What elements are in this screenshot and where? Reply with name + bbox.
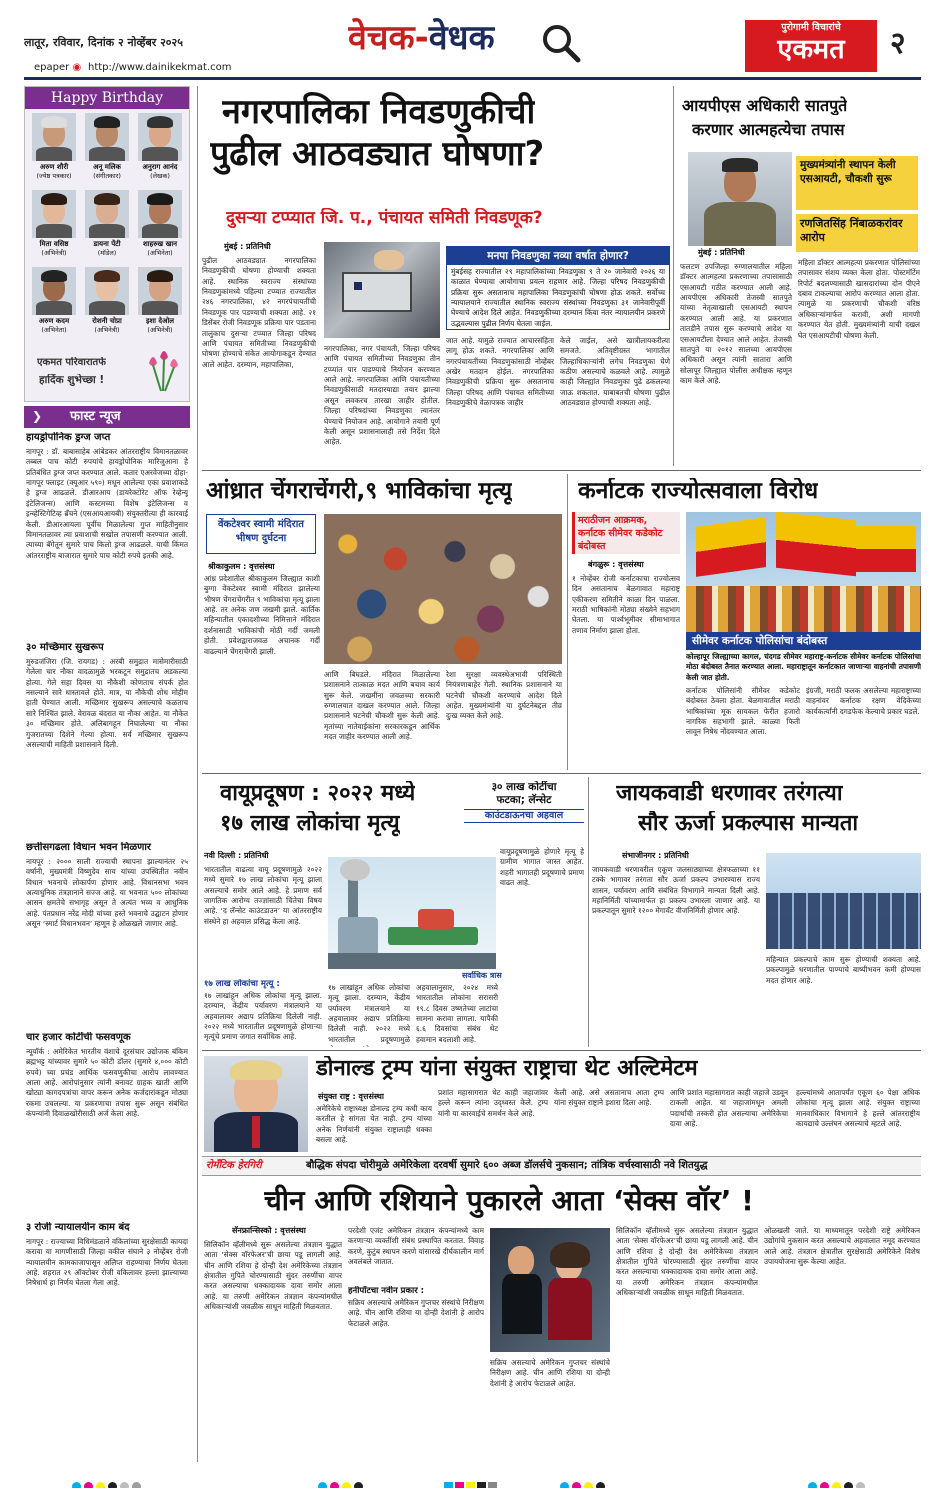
birthday-name: अनू मलिक (93, 163, 121, 171)
pollution-headline-1: वायूप्रदूषण : २०२२ मध्ये (220, 781, 416, 806)
lead-box-title: मनपा निवडणुका नव्या वर्षात होणार? (447, 247, 669, 265)
birthday-name: अरुण कदम (38, 317, 70, 325)
ticker-bar (202, 1156, 921, 1176)
birthday-wish-1: एकमत परिवारातर्फे (37, 357, 106, 368)
lead-box-text: मुंबईसह राज्यातील २९ महापालिकांच्या निवडणुका ९ ते २० जानेवारी २०२६ या काळात घेण्याचा आयोगाचा प्रयत्न राहणार आहे. जिल्हा परिषद निवडणुकीची प्रक्रिया सुरू असतानाच महापालिका निवडणुकांची घोषणा होऊ शकते. सर्वोच्च न्यायालयाने राज्यातील स्थानिक स्वराज्य संस्थांच्या निवडणुका ३१ जानेवारीपूर्वी घेण्याचे आदेश दिले आहेत. निवडणुकीच्या दरम्यान किंवा नंतर न्यायालयीन प्रकरणे उद्भवल्यास पुढील निर्णय घेतला जाईल. (451, 267, 665, 328)
mid-rule (202, 773, 921, 774)
avatar (85, 190, 129, 238)
andhra-col-3: रेशा सुरक्षा व्यवस्थेअभावी परिस्थिती नियंत्रणाबाहेर गेली. स्थानिक प्रशासनाने या घटनेची चौकशी करण्याचे आदेश दिले आहेत. मुख्यमंत्र्यांनी या दुर्घटनेबद्दल तीव्र दुःख व्यक्त केले आहे. (446, 670, 562, 721)
ips-story (678, 86, 921, 466)
fast-news-headline: हायड्रोपोनिक ड्रग्ज जप्त (26, 432, 111, 443)
birthday-person (82, 190, 132, 265)
brand-tagline: पुरोगामी विचारांचे (781, 22, 841, 33)
trump-col-2: प्रशांत महासागरात थेट काही जहाजांवर हल्ले करून त्यांना उद्ध्वस्त केले. ट्रम्प यांनी या कारवाईचे समर्थन केले आहे. (438, 1088, 548, 1118)
lead-byline: मुंबई : प्रतिनिधी (224, 242, 271, 251)
birthday-role: (अभिनेता) (41, 326, 67, 334)
ticker-text: बौद्धिक संपदा चोरीमुळे अमेरिकेला दरवर्षी सुमारे ६०० अब्ज डॉलर्सचे नुकसान; तांत्रिक वर्चस्वासाठी नवे शितयुद्ध (306, 1160, 708, 1171)
andhra-col-1: आंध्र प्रदेशातील श्रीकाकुलम जिल्ह्यात काशी बुग्गा वेंकटेश्वर स्वामी मंदिरात झालेल्या भीषण चेंगराचेंगरीत ९ भाविकांचा मृत्यू झाला आहे. तर अनेक जण जखमी झाले. कार्तिक महिन्यातील एकादशीच्या निमित्ताने मंदिरात दर्शनासाठी भाविकांची मोठी गर्दी जमली होती. प्रवेशद्वाराजवळ अचानक गर्दी वाढल्याने चेंगराचेंगरी झाली. (204, 574, 320, 656)
birthday-name: रोशनी चोप्रा (92, 317, 122, 325)
page-number: २ (890, 26, 906, 61)
karnataka-story (572, 474, 921, 770)
jayakwadi-headline-2: सौर ऊर्जा प्रकल्पास मान्यता (638, 811, 859, 836)
birthday-name: अनुराग आनंद (142, 163, 178, 171)
avatar (32, 267, 76, 315)
avatar (85, 267, 129, 315)
registration-dots-right (560, 1476, 640, 1488)
ips-col-2: महिला डॉक्टर आत्महत्या प्रकरणात पोलिसांच्या तपासावर संशय व्यक्त केला होता. पोस्टमॉर्टेम रिपोर्ट बदलण्यासाठी खासदारांच्या दोन पीएने दबाव टाकल्याचा आरोप करण्यात आला होता. त्यामुळे या प्रकरणाची चौकशी वरिष्ठ अधिकाऱ्यांमार्फत करावी, अशी मागणी करण्यात येत होती. मुख्यमंत्र्यांनी याची दखल घेत एसआयटीची घोषणा केली. (798, 258, 920, 340)
birthday-person (82, 267, 132, 341)
pollution-col-1b: १७ लाखांहून अधिक लोकांचा मृत्यू झाला. दरम्यान, केंद्रीय पर्यावरण मंत्रालयाने या अहवालावर अद्याप प्रतिक्रिया दिलेली नाही. २०२२ मध्ये भारतातील प्रदूषणामुळे होणाऱ्या मृत्यूंचे प्रमाण जगात सर्वाधिक आहे. (204, 991, 322, 1042)
birthday-wish-2: हार्दिक शुभेच्छा ! (39, 374, 105, 386)
sexwar-col-3: सक्रिय असल्याचे अमेरिकन गुप्तचर संस्थांचे निरीक्षण आहे. चीन आणि रशिया या दोन्ही देशांनी हे आरोप फेटाळले आहेत. (490, 1358, 610, 1388)
trump-col-3: केली आहे. असे असतानाच आता ट्रम्प यांना संयुक्त राष्ट्राने इशारा दिला आहे. (554, 1088, 664, 1108)
andhra-tag: वेंकटेश्वर स्वामी मंदिरात भीषण दुर्घटना (206, 514, 316, 554)
andhra-headline: आंध्रात चेंगराचेंगरी,९ भाविकांचा मृत्यू (206, 478, 513, 504)
lead-subhead: दुसऱ्या टप्प्यात जि. प., पंचायत समिती निवडणूक? (226, 208, 543, 228)
sexwar-subhead: हनीपॉटचा नवीन प्रकार : (348, 1286, 425, 1296)
brand-block (745, 20, 877, 72)
birthday-name: शाहरुख खान (142, 240, 178, 248)
pollution-box-2: फटका; लॅन्सेट (496, 793, 552, 806)
chevron-down-icon: ❯ (32, 409, 43, 423)
masthead (0, 0, 945, 80)
trump-col-1: अमेरिकेचे राष्ट्राध्यक्ष डोनाल्ड ट्रम्प कधी काय करतील हे सांगता येत नाही. ट्रम्प यांच्या अनेक निर्णयांनी संयुक्त राष्ट्रालाही धक्का बसला आहे. (316, 1104, 432, 1145)
sexwar-byline: सॅनफ्रान्सिस्को : वृत्तसंस्था (232, 1226, 306, 1235)
pollution-story (202, 777, 585, 1047)
pollution-infographic (328, 857, 496, 969)
birthday-grid (29, 113, 187, 341)
andhra-karnataka-divider (567, 474, 568, 770)
lead-col-2: नगरपालिका, नगर पंचायती, जिल्हा परिषद आणि पंचायत समितीच्या निवडणुका तीन टप्प्यांत पार पाडण्याचे नियोजन करण्यात आले आहे. नगरपालिका आणि पंचायतीच्या निवडणुकीसाठी मतदारयाद्या तयार झाल्या असून लवकरच तारखा जाहीर होतील. जिल्हा परिषदांच्या निवडणुका त्यानंतर घेण्याचे नियोजन आहे. आयोगाने तयारी पूर्ण केली असून प्रशासनालाही तसे निर्देश दिले आहेत. (324, 344, 440, 447)
tulip-icon (143, 349, 183, 395)
sexwar-col-2: परदेशी एजंट अमेरिकन तंत्रज्ञान कंपन्यांमध्ये काम करणाऱ्या व्यक्तींशी संबंध प्रस्थापित करतात. विवाह करणे, कुटुंब स्थापन करणे यांसारखे दीर्घकालीन मार्ग अवलंबले जातात. (348, 1226, 484, 1267)
karnataka-caption-text: कोल्हापूर जिल्ह्याच्या कागल, चंदगड सीमेवर महाराष्ट्र-कर्नाटक सीमेवर कर्नाटक पोलिसांचा मोठा बंदोबस्त तैनात करण्यात आला. महाराष्ट्रातून कर्नाटकात जाणाऱ्या वाहनांची तपासणी केली जात होती. (686, 652, 921, 682)
officer-photo (688, 152, 792, 246)
sidebar-divider (197, 86, 198, 1462)
andhra-story (202, 474, 564, 770)
avatar (85, 113, 129, 161)
karnataka-col-1: १ नोव्हेंबर रोजी कर्नाटकाचा राज्योत्सव दिन असतानाच बेळगावात महाराष्ट्र एकीकरण समितीने काळा दिन पाळला. मराठी भाषिकांनी मोठ्या संख्येने सहभाग घेतला. या पार्श्वभूमीवर सीमाभागात तणाव निर्माण झाला होता. (572, 574, 680, 635)
karnataka-col-2: कर्नाटक पोलिसांनी सीमेवर कडेकोट बंदोबस्त ठेवला होता. बेळगावातील मराठी भाषिकांच्या मूक सायकल फेरीत हजारो नागरिक सहभागी झाले. काळ्या फिती लावून निषेध नोंदवण्यात आला. (686, 686, 800, 737)
lead-col-4: केले जाईल, असे खात्रीलायकरीत्या समजते. अतिवृष्टीग्रस्त भागातील जिल्हाधिकाऱ्यांनी लगेच निवडणुका घेणे कठीण असल्याचे कळवले आहे. त्यामुळे काही जिल्ह्यांत निवडणुका पुढे ढकलल्या जाऊ शकतात. याबाबतची घोषणा पुढील आठवड्यात होण्याची शक्यता आहे. (560, 336, 670, 408)
sexwar-story (202, 1178, 921, 1464)
trump-byline: संयुक्त राष्ट्र : वृत्तसंस्था (318, 1092, 384, 1101)
registration-squares (444, 1476, 524, 1488)
sexwar-col-5: ओळखली जाते. या माध्यमातून परदेशी राष्ट्रे अमेरिकन उद्योगांचे नुकसान करत असल्याचे अहवालात नमूद करण्यात आले आहे. तंत्रज्ञान क्षेत्रातील सुरक्षेसाठी अमेरिकेने विशेष उपाययोजना सुरू केल्या आहेत. (764, 1226, 920, 1267)
fast-news-headline: ३ रोजी न्यायालयीन काम बंद (26, 1222, 130, 1233)
lead-headline-1: नगरपालिका निवडणुकीची (222, 92, 536, 132)
fast-news-headline: ३० मच्छिमार सुखरूप (26, 642, 104, 653)
karnataka-tag: मराठीजन आक्रमक, कर्नाटक सीमेवर कडेकोट बंदोबस्त (572, 512, 680, 554)
pollution-headline-2: १७ लाख लोकांचा मृत्यू (220, 811, 400, 836)
avatar (32, 113, 76, 161)
birthday-name: अरुण शौरी (39, 163, 69, 171)
birthday-role: (लेखक) (150, 172, 170, 180)
karnataka-headline: कर्नाटक राज्योत्सवाला विरोध (578, 478, 819, 504)
ips-tag-1: मुख्यमंत्र्यांनी स्थापन केली एसआयटी, चौकशी सुरू (796, 156, 918, 210)
jayakwadi-story (592, 777, 921, 1047)
fast-news-body: नायपूर : २००० साली राज्याची स्थापना झाल्यानंतर २५ वर्षांनी, मुख्यमंत्री विष्णुदेव साय यांच्या उपस्थितीत नवीन विधान भवनाचे लोकार्पण होणार आहे. विधानसभा भवन अत्याधुनिक तंत्रज्ञानाने सज्ज आहे. या भवनात ५०० लोकांच्या आसन क्षमतेचे सभागृह असून ते अत्यंत भव्य व आधुनिक आहे. पंतप्रधान नरेंद्र मोदी यांच्या हस्ते भवनाचे उद्घाटन होणार असून ‘स्मार्ट विधानभवन’ म्हणून हे ओळखले जाणार आहे. (26, 857, 188, 929)
sexwar-col-4: सिलिकॉन व्हॅलीमध्ये सुरू असलेल्या तंत्रज्ञान युद्धात आता ‘सेक्स वॉरफेअर’ची छाया पडू लागली आहे. चीन आणि रशिया हे दोन्ही देश अमेरिकेच्या तंत्रज्ञान क्षेत्रातील गुपिते चोरण्यासाठी सुंदर तरुणींचा वापर करत असल्याचा धक्कादायक दावा समोर आला आहे. या तरुणी अमेरिकन तंत्रज्ञान कंपन्यांमधील अधिकाऱ्यांशी जवळीक साधून माहिती मिळवतात. (616, 1226, 758, 1298)
birthday-role: (अभिनेत्री) (147, 326, 173, 334)
trump-col-jaya: आणि प्रशांत महासागरात काही जहाजे उडवून टाकली आहेत. या जहाजांमधून अमली पदार्थांची तस्करी होत असल्याचा अमेरिकेचा दावा आहे. (670, 1088, 788, 1129)
fast-news-list (24, 432, 190, 1462)
pollution-col-4: वायूप्रदूषणामुळे होणारे मृत्यू हे ग्रामीण भागात जास्त आहेत. शहरी भागातही प्रदूषणाचे प्रमाण वाढत आहे. (500, 847, 584, 888)
lead-col-1: पुढील आठवड्यात नगरपालिका निवडणुकीची घोषणा होण्याची शक्यता आहे. स्थानिक स्वराज्य संस्थांच्या निवडणुकांमध्ये पहिल्या टप्प्यात राज्यातील २४६ नगरपालिका, ४२ नगरपंचायतींची निवडणूक पार पडण्याची शक्यता आहे. २१ डिसेंबर रोजी निवडणूक प्रक्रिया पार पडताना तालुकाच दुसऱ्या टप्प्यात जिल्हा परिषद आणि पंचायत समितीच्या निवडणुकीची घोषणा होण्याचे संकेत आयोगाकडून देण्यात आले आहेत. दरम्यान, महापालिका, (202, 256, 316, 369)
birthday-name: इशा देओल (145, 317, 175, 325)
ticker-label: रोमॅंटिक हेरगिरी (206, 1160, 262, 1171)
lead-ips-divider (673, 86, 674, 466)
lead-bottom-rule (202, 470, 921, 471)
trump-photo (204, 1056, 308, 1152)
sexwar-headline: चीन आणि रशियाने पुकारले आता ‘सेक्स वॉर’ ! (264, 1184, 754, 1217)
pollution-byline: नवी दिल्ली : प्रतिनिधी (204, 851, 269, 860)
karnataka-photo-caption: सीमेवर कर्नाटक पोलिसांचा बंदोबस्त (686, 632, 921, 650)
trump-headline: डोनाल्ड ट्रम्प यांना संयुक्त राष्ट्राचा थेट अल्टिमेटम (316, 1056, 698, 1081)
sidebar (24, 86, 190, 1462)
ips-byline: मुंबई : प्रतिनिधी (698, 248, 745, 257)
birthday-person (135, 190, 185, 265)
registration-dots-left (72, 1476, 192, 1488)
andhra-col-2: आणि बिघडले. मंदिरात मिळालेल्या प्रशासनाने तात्काळ मदत आणि बचाव कार्य सुरू केले. जखमींना जवळच्या सरकारी रुग्णालयात दाखल करण्यात आले. जिल्हा प्रशासनाने घटनेची चौकशी सुरू केली आहे. मृतांच्या नातेवाईकांना सरकारकडून आर्थिक मदत जाहीर करण्यात आली आहे. (324, 670, 440, 742)
registration-dots-mid (318, 1476, 398, 1488)
trump-col-4: हल्ल्यांमध्ये आतापर्यंत एकूण ६० पेक्षा अधिक लोकांचा मृत्यू झाला आहे. संयुक्त राष्ट्राच्या मानवाधिकार विभागाने हे हल्ले आंतरराष्ट्रीय कायद्याचे उल्लंघन असल्याचे म्हटले आहे. (796, 1088, 920, 1129)
birthday-role: (अभिनेत्री) (94, 326, 120, 334)
pollution-box (464, 781, 584, 841)
pollution-infographic-label: सर्वाधिक त्रास (462, 971, 502, 980)
birthday-person (29, 113, 79, 188)
birthday-role: (अभिनेत्री) (41, 249, 67, 257)
evm-photo (324, 242, 440, 338)
solar-photo (766, 853, 921, 949)
lead-box (446, 246, 670, 330)
lead-col-3: जात आहे. यामुळे राज्यात आचारसंहिता लागू होऊ शकते. नगरपालिका आणि नगरपंचायतींच्या निवडणुकांसाठी नोव्हेंबर अखेर मतदान होईल. नगरपालिका निवडणुकीची प्रक्रिया सुरू असतानाच जिल्हा परिषद आणि पंचायत समितीच्या निवडणुकीचे वेळापत्रक जाहीर (446, 336, 554, 408)
pollution-col-2: १७ लाखांहून अधिक लोकांचा मृत्यू झाला. दरम्यान, केंद्रीय पर्यावरण मंत्रालयाने या अहवालावर अद्याप प्रतिक्रिया दिलेली नाही. २०२२ मध्ये भारतातील प्रदूषणामुळे (328, 983, 410, 1044)
birthday-person (135, 113, 185, 188)
section-title-right: वेधक (428, 18, 495, 58)
avatar (32, 190, 76, 238)
fast-news-body: नागपूर : डॉ. बाबासाहेब आंबेडकर आंतरराष्ट्रीय विमानतळावर तब्बल पाच कोटी रुपयांचे हायड्रोपोनिक मारिजुआना हे प्रतिबंधित ड्रग्ज जप्त करण्यात आले. कतार एअरवेजच्या दोहा-नागपूर फ्लाइट (क्यूआर ५९०) मधून आलेल्या एका प्रवाशाकडे हे ड्रग्ज आढळले. डीआरआय (डायरेक्टोरेट ऑफ रेव्हेन्यू इंटेलिजन्स) आणि कस्टमच्या विशेष इंटेलिजन्स व इन्व्हेस्टिगेटिव्ह ब्रँचने (एसआयआयबी) संयुक्तरीत्या ही कारवाई केली. डीआरआयला पूर्वीच मिळालेल्या गुप्त माहितीनुसार विमानतळावर त्या प्रवाशाची सखोल तपासणी करण्यात आली. त्याच्या बॅगेतून सुमारे पाच किलो ड्रग्ज आढळले. याची किंमत आंतरराष्ट्रीय बाजारात सुमारे पाच कोटी रुपये इतकी आहे. (26, 447, 188, 560)
birthday-role: (ज्येष्ठ पत्रकार) (36, 172, 72, 180)
birthday-role: (मॉडेल) (97, 249, 117, 257)
lead-story (202, 86, 670, 466)
jayakwadi-col-1: जायकवाडी धरणावरील एकूण जलसाठ्याच्या क्षेत्रफळाच्या ११ टक्के भागावर तरंगता सौर ऊर्जा प्रकल्प उभारण्यास राज्य शासन, पर्यावरण आणि संबंधित विभागाने मान्यता दिली आहे. महानिर्मिती यांच्यामार्फत हा प्रकल्प उभारला जाणार आहे. या प्रकल्पातून सुमारे १२०० मेगावॅट वीजनिर्मिती होणार आहे. (592, 865, 760, 916)
crowd-photo (324, 514, 562, 664)
fast-news-title: फास्ट न्यूज (70, 409, 121, 424)
birthday-person (29, 190, 79, 265)
jayakwadi-headline-1: जायकवाडी धरणावर तरंगत्या (616, 781, 843, 806)
pollution-box-1: ३० लाख कोटींचा (491, 781, 557, 793)
fast-news-body: नागपूर : राज्याच्या विधिमंडळाने वकिलांच्या सुरक्षेसाठी कायदा करावा या मागणीसाठी जिल्हा वकील संघाने ३ नोव्हेंबर रोजी न्यायालयीन कामकाजापासून अलिप्त राहण्याचा निर्णय घेतला आहे. शहरात २९ ऑक्टोबर रोजी वकिलावर हल्ला झाल्याच्या निषेधार्थ हा निर्णय घेतला गेला आहे. (26, 1237, 188, 1288)
andhra-byline: श्रीकाकुलम : वृत्तसंस्था (208, 562, 275, 571)
masthead-rule (24, 77, 921, 80)
birthday-role: (अभिनेता) (147, 249, 173, 257)
ips-tag-2: रणजितसिंह निंबाळकरांवर आरोप (796, 212, 918, 252)
fast-news-header (24, 406, 190, 428)
section-title-left: वेचक- (348, 18, 429, 58)
registration-dots-far-right (808, 1476, 918, 1488)
birthday-person (29, 267, 79, 341)
birthday-box (24, 86, 190, 402)
magnifier-icon (540, 22, 582, 64)
epaper-label: epaper ◉ (34, 62, 82, 73)
pollution-box-3: काउंटडाऊनचा अहवाल (464, 809, 584, 822)
birthday-name: मिता वसिष्ठ (39, 240, 69, 248)
sexwar-col-1: सिलिकॉन व्हॅलीमध्ये सुरू असलेल्या तंत्रज्ञान युद्धात आता ‘सेक्स वॉरफेअर’ची छाया पडू लागली आहे. चीन आणि रशिया हे दोन्ही देश अमेरिकेच्या तंत्रज्ञान क्षेत्रातील गुपिते चोरण्यासाठी सुंदर तरुणींचा वापर करत असल्याचा धक्कादायक दावा समोर आला आहे. या तरुणी अमेरिकन तंत्रज्ञान कंपन्यांमधील अधिकाऱ्यांशी जवळीक साधून माहिती मिळवतात. (204, 1240, 342, 1312)
flags-photo (686, 512, 921, 632)
ips-col-1: फलटण उपजिल्हा रुग्णालयातील महिला डॉक्टर आत्महत्या प्रकरणाच्या तपासासाठी एसआयटी गठीत करण्यात आली आहे. आयपीएस अधिकारी तेजस्वी सातपुते यांच्या नेतृत्वाखाली एसआयटी स्थापन करण्यात आली आहे. या प्रकरणात तातडीने तपास सुरू करण्याचे आदेश या एसआयटीला देण्यात आले आहेत. तेजस्वी सातपुते या २०१२ सालच्या आयपीएस अधिकारी असून त्यांनी सातारा आणि सोलापूर जिल्ह्यात पोलीस अधीक्षक म्हणून काम केले आहे. (680, 262, 792, 385)
dateline: लातूर, रविवार, दिनांक २ नोव्हेंबर २०२५ (24, 36, 183, 49)
brand-name: एकमत (777, 34, 845, 66)
lead-headline-2: पुढील आठवड्यात घोषणा? (210, 134, 545, 174)
section-title (348, 18, 495, 59)
trump-story (202, 1054, 921, 1154)
birthday-role: (संगीतकार) (93, 172, 121, 180)
fast-news-body: मुरुडजंजिरा (जि. रायगड) : अरबी समुद्रात मासेमारीसाठी गेलेला चार नौका वादळामुळे भरकटून समुद्रातच अडकल्या होत्या. गेले सहा दिवस या नौकेशी कोणताच संपर्क होत नसल्याने सारे धास्तावले होते. मात्र, या नौकेची शोध मोहीम हाती घेण्यात आली. मच्छिमार सुखरूप असल्याचे कळताच सारे निश्चिंत झाले. वेरावळ बंदरात या नौका आहेत. या नौकेत ३० मच्छिमार होते. अलिबागहून निघालेल्या या नौका गुजरातच्या दिशेने गेल्या होत्या. सर्व मच्छिमार सुखरूप असल्याची माहिती प्रशासनाने दिली. (26, 657, 188, 749)
ips-headline-1: आयपीएस अधिकारी सातपुते (682, 96, 848, 115)
avatar (138, 267, 182, 315)
karnataka-col-3: इंग्रजी, मराठी फलक असलेल्या महाराष्ट्राच्या वाहनांवर कर्नाटक रक्षण वेदिकेच्या कार्यकर्त्यांनी दगडफेक केल्याचे प्रकार घडले. (806, 686, 921, 716)
couple-photo (490, 1228, 610, 1352)
birthday-name: डायना पेंटी (93, 240, 121, 248)
trump-top-rule (202, 1050, 921, 1051)
site-url-link[interactable]: http://www.dainikekmat.com (88, 62, 232, 73)
avatar (138, 190, 182, 238)
karnataka-byline: बंगळुरू : वृत्तसंस्था (588, 560, 644, 569)
pollution-subhead: १७ लाख लोकांचा मृत्यू : (204, 979, 280, 989)
avatar (138, 113, 182, 161)
birthday-title: Happy Birthday (25, 87, 189, 109)
pollution-col-1: भारतातील वाढत्या वायू प्रदूषणामुळे २०२२ मध्ये सुमारे १७ लाख लोकांचा मृत्यू झाला असल्याचे समोर आले आहे. हे प्रमाण सर्व जागतिक आरोग्य तज्ज्ञांसाठी चिंतेचा विषय आहे. ‘द लॅन्सेट काउंटडाउन’ या आंतरराष्ट्रीय संस्थेने हा अहवाल प्रसिद्ध केला आहे. (204, 865, 322, 926)
fast-news-body: न्यूयॉर्क : अमेरिकेत भारतीय वंशाचे दूरसंचार उद्योजक बंकिम ब्रह्मभट्ट यांच्यावर सुमारे ५० कोटी डॉलर (सुमारे ४,००० कोटी रुपये) च्या प्रचंड आर्थिक फसवणुकीचा आरोप लावण्यात आला आहे. आरोपांनुसार त्यांनी बनावट ग्राहक खाती आणि खोट्या कागदपत्रांचा वापर करून अनेक कर्जदारांकडून मोठ्या रकमा उचलल्या. या प्रकरणाचा तपास सुरू असून संबंधित कंपन्यांनी दिवाळखोरीसाठी अर्ज केला आहे. (26, 1047, 188, 1119)
jayakwadi-byline: संभाजीनगर : प्रतिनिधी (622, 851, 689, 860)
jayakwadi-col-2: महिन्यात प्रकल्पाचे काम सुरू होण्याची शक्यता आहे. प्रकल्पामुळे धरणातील पाण्याचे बाष्पीभवन कमी होण्यास मदत होणार आहे. (766, 955, 921, 985)
birthday-person (82, 113, 132, 188)
sexwar-col-2b: सक्रिय असल्याचे अमेरिकन गुप्तचर संस्थांचे निरीक्षण आहे. चीन आणि रशिया या दोन्ही देशांनी हे आरोप फेटाळले आहेत. (348, 1298, 484, 1328)
birthday-person (135, 267, 185, 341)
ips-headline-2: करणार आत्महत्येचा तपास (692, 120, 845, 139)
fast-news-headline: चार हजार कोटींची फसवणूक (26, 1032, 131, 1043)
fast-news-headline: छत्तीसगढला विधान भवन मिळणार (26, 842, 152, 853)
pollution-jaya-divider (588, 777, 589, 1047)
pollution-col-3: अहवालानुसार, २०२४ मध्ये भारतातील लोकांना सरासरी १९.८ दिवस उष्णतेच्या लाटांचा सामना करावा लागला. यापैकी ६.६ दिवसांचा संबंध थेट हवामान बदलाशी आहे. (416, 983, 498, 1044)
